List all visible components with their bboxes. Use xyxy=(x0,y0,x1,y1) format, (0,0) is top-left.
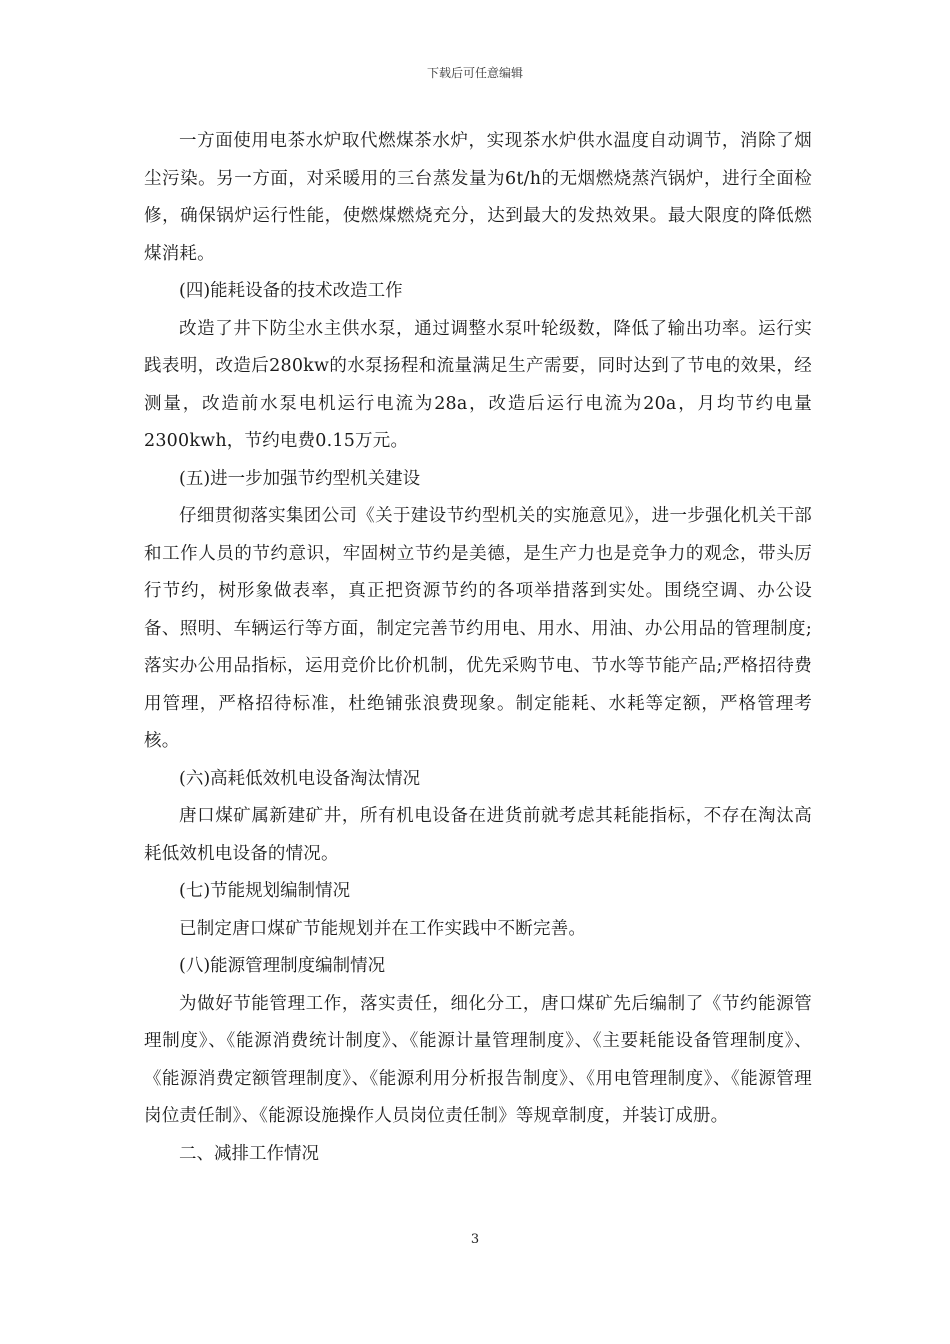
paragraph-stove-boiler: 一方面使用电茶水炉取代燃煤茶水炉，实现茶水炉供水温度自动调节，消除了烟尘污染。另一方面，对采暖用的三台蒸发量为6t/h的无烟燃烧蒸汽锅炉，进行全面检修，确保锅炉运行性能，使燃煤燃烧充分，达到最大的发热效果。最大限度的降低燃煤消耗。 xyxy=(144,131,812,264)
section-heading-6: (六)高耗低效机电设备淘汰情况 xyxy=(179,768,421,789)
section-heading-8: (八)能源管理制度编制情况 xyxy=(179,956,386,976)
section-heading-4: (四)能耗设备的技术改造工作 xyxy=(179,281,403,301)
paragraph-pump-retrofit: 改造了井下防尘水主供水泵，通过调整水泵叶轮级数，降低了输出功率。运行实践表明，改造后280kw的水泵扬程和流量满足生产需要，同时达到了节电的效果，经测量，改造前水泵电机运行电流为28a，改造后运行电流为20a，月均节约电量2300kwh，节约电费0.15万元。 xyxy=(144,318,812,451)
page-header: 下载后可任意编辑 xyxy=(426,66,523,80)
paragraph-energy-plan: 已制定唐口煤矿节能规划并在工作实践中不断完善。 xyxy=(179,918,587,939)
paragraph-equipment-elimination: 唐口煤矿属新建矿井，所有机电设备在进货前就考虑其耗能指标，不存在淘汰高耗低效机电设备的情况。 xyxy=(144,806,812,864)
section-heading-emission: 二、减排工作情况 xyxy=(179,1143,319,1164)
section-heading-5: (五)进一步加强节约型机关建设 xyxy=(179,468,421,489)
document-body xyxy=(144,123,812,1173)
section-heading-7: (七)节能规划编制情况 xyxy=(179,881,351,901)
paragraph-saving-office: 仔细贯彻落实集团公司《关于建设节约型机关的实施意见》，进一步强化机关干部和工作人员的节约意识，牢固树立节约是美德，是生产力也是竞争力的观念，带头厉行节约，树形象做表率，真正把资源节约的各项举措落到实处。围绕空调、办公设备、照明、车辆运行等方面，制定完善节约用电、用水、用油、办公用品的管理制度;落实办公用品指标，运用竞价比价机制，优先采购节电、节水等节能产品;严格招待费用管理，严格招待标准，杜绝铺张浪费现象。制定能耗、水耗等定额，严格管理考核。 xyxy=(144,506,812,751)
paragraph-management-rules: 为做好节能管理工作，落实责任，细化分工，唐口煤矿先后编制了《节约能源管理制度》、《能源消费统计制度》、《能源计量管理制度》、《主要耗能设备管理制度》、《能源消费定额管理制度》、《能源利用分析报告制度》、《用电管理制度》、《能源管理岗位责任制》、《能源设施操作人员岗位责任制》等规章制度，并装订成册。 xyxy=(144,993,812,1126)
page-number: 3 xyxy=(470,1232,480,1247)
